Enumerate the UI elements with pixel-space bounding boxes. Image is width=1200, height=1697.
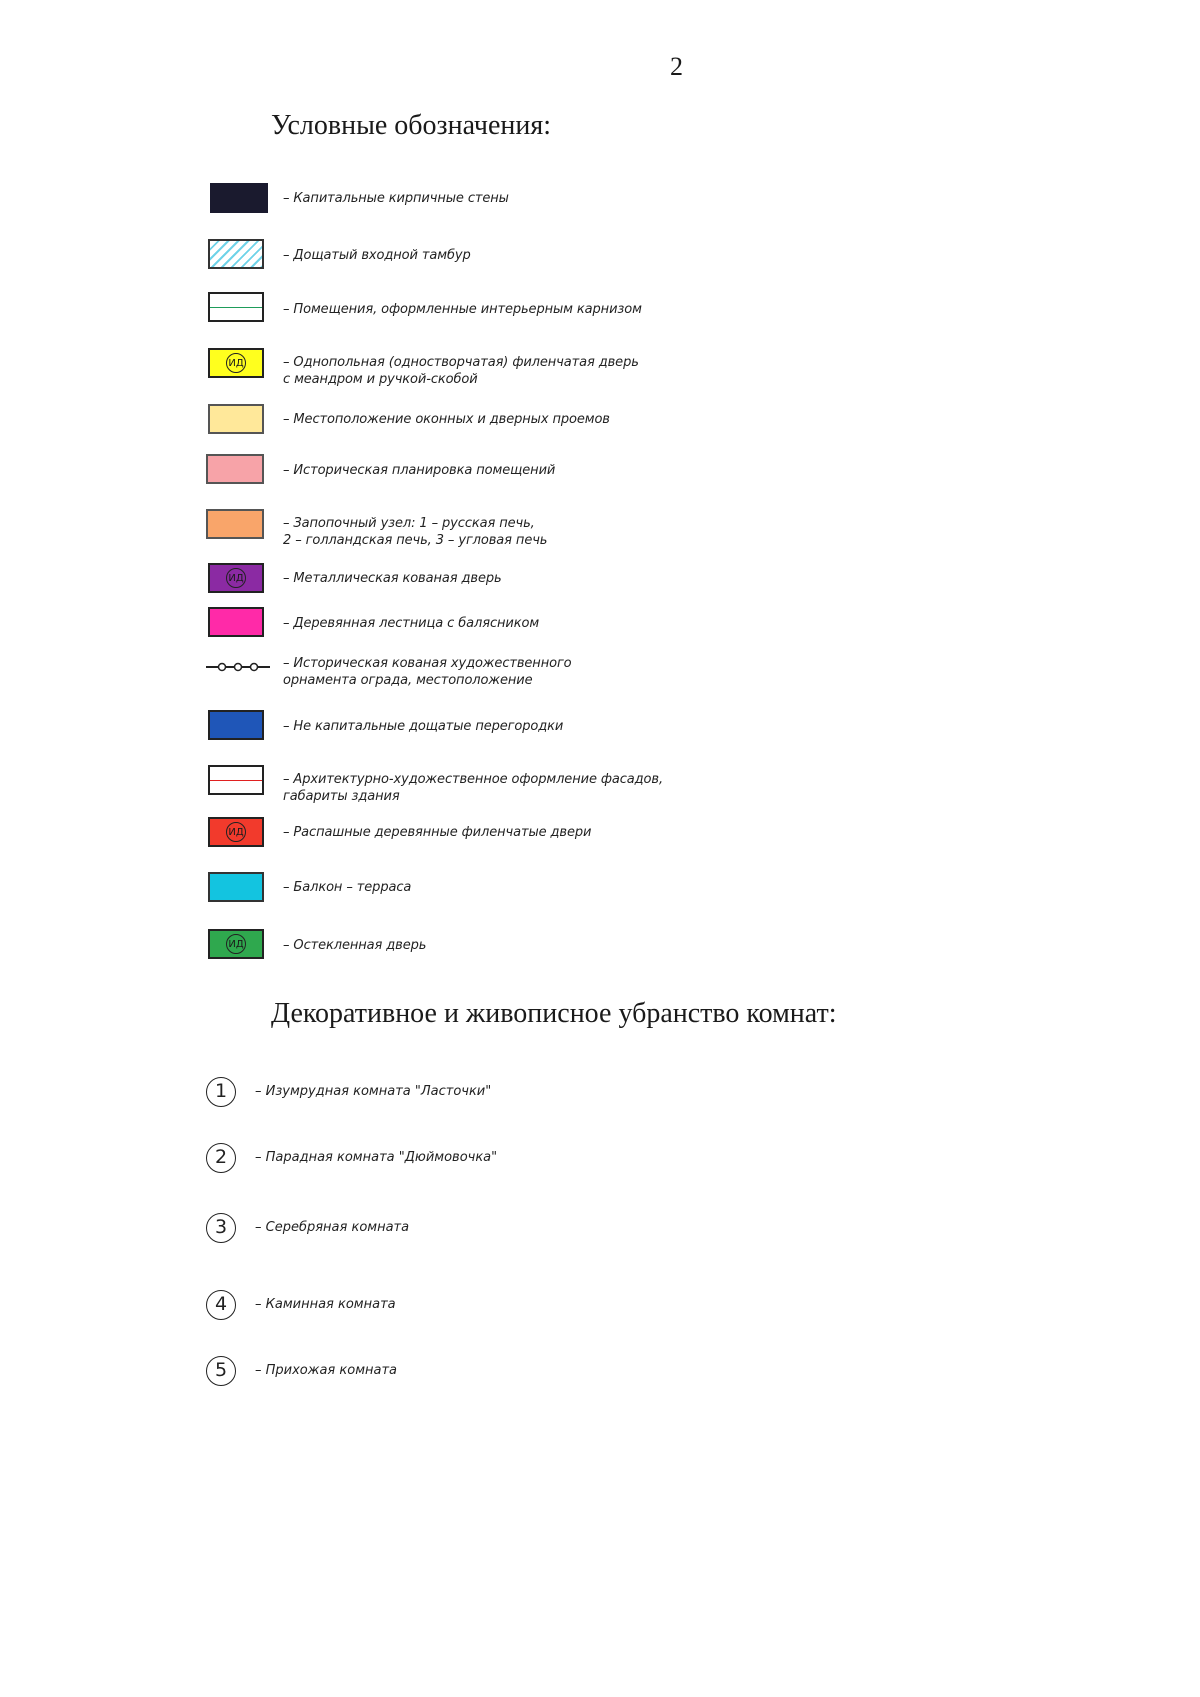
legend-swatch-glazed-door <box>208 929 264 959</box>
legend-text-partitions: – Не капитальные дощатые перегородки <box>283 719 564 734</box>
rooms-title: Декоративное и живописное убранство комнат: <box>271 998 837 1029</box>
room-number-circle: 3 <box>206 1213 236 1243</box>
legend-swatch-cornice-rooms <box>208 292 264 322</box>
legend-text-historic-layout: – Историческая планировка помещений <box>283 463 556 478</box>
door-mark-icon: ИД <box>226 353 246 373</box>
door-mark-icon: ИД <box>226 934 246 954</box>
legend-swatch-vestibule <box>208 239 264 269</box>
room-number-circle: 4 <box>206 1290 236 1320</box>
page-number: 2 <box>670 52 683 81</box>
legend-swatch-partitions <box>208 710 264 740</box>
legend-swatch-metal-door <box>208 563 264 593</box>
legend-swatch-stove <box>206 509 264 539</box>
legend-text-swing-doors: – Распашные деревянные филенчатые двери <box>283 825 592 840</box>
legend-swatch-balcony <box>208 872 264 902</box>
legend-swatch-brick-walls <box>210 183 268 213</box>
door-mark-icon: ИД <box>226 822 246 842</box>
room-text-ceremonial: – Парадная комната "Дюймовочка" <box>255 1150 498 1165</box>
legend-swatch-panel-door <box>208 348 264 378</box>
legend-title: Условные обозначения: <box>271 110 552 141</box>
legend-text-glazed-door: – Остекленная дверь <box>283 938 427 953</box>
legend-text-staircase: – Деревянная лестница с балясником <box>283 616 540 631</box>
legend-swatch-openings <box>208 404 264 434</box>
room-text-hallway: – Прихожая комната <box>255 1363 398 1378</box>
legend-swatch-swing-doors <box>208 817 264 847</box>
fence-line-icon <box>206 660 270 674</box>
legend-text-panel-door: – Однопольная (одностворчатая) филенчатая дверь с меандром и ручкой-скобой <box>283 355 639 387</box>
room-number-circle: 1 <box>206 1077 236 1107</box>
legend-text-vestibule: – Дощатый входной тамбур <box>283 248 471 263</box>
room-text-fireplace: – Каминная комната <box>255 1297 396 1312</box>
room-number-circle: 2 <box>206 1143 236 1173</box>
legend-text-balcony: – Балкон – терраса <box>283 880 412 895</box>
legend-text-brick-walls: – Капитальные кирпичные стены <box>283 191 509 206</box>
room-text-silver: – Серебряная комната <box>255 1220 410 1235</box>
legend-text-fence: – Историческая кованая художественного орнамента ограда, местоположение <box>283 656 572 688</box>
legend-swatch-historic-layout <box>206 454 264 484</box>
legend-text-stove: – Запопочный узел: 1 – русская печь, 2 – голландская печь, 3 – угловая печь <box>283 516 548 548</box>
room-text-emerald: – Изумрудная комната "Ласточки" <box>255 1084 492 1099</box>
legend-swatch-staircase <box>208 607 264 637</box>
legend-text-metal-door: – Металлическая кованая дверь <box>283 571 502 586</box>
legend-text-openings: – Местоположение оконных и дверных проемов <box>283 412 610 427</box>
door-mark-icon: ИД <box>226 568 246 588</box>
legend-swatch-facades <box>208 765 264 795</box>
legend-text-cornice-rooms: – Помещения, оформленные интерьерным карнизом <box>283 302 642 317</box>
room-number-circle: 5 <box>206 1356 236 1386</box>
legend-text-facades: – Архитектурно-художественное оформление фасадов, габариты здания <box>283 772 664 804</box>
